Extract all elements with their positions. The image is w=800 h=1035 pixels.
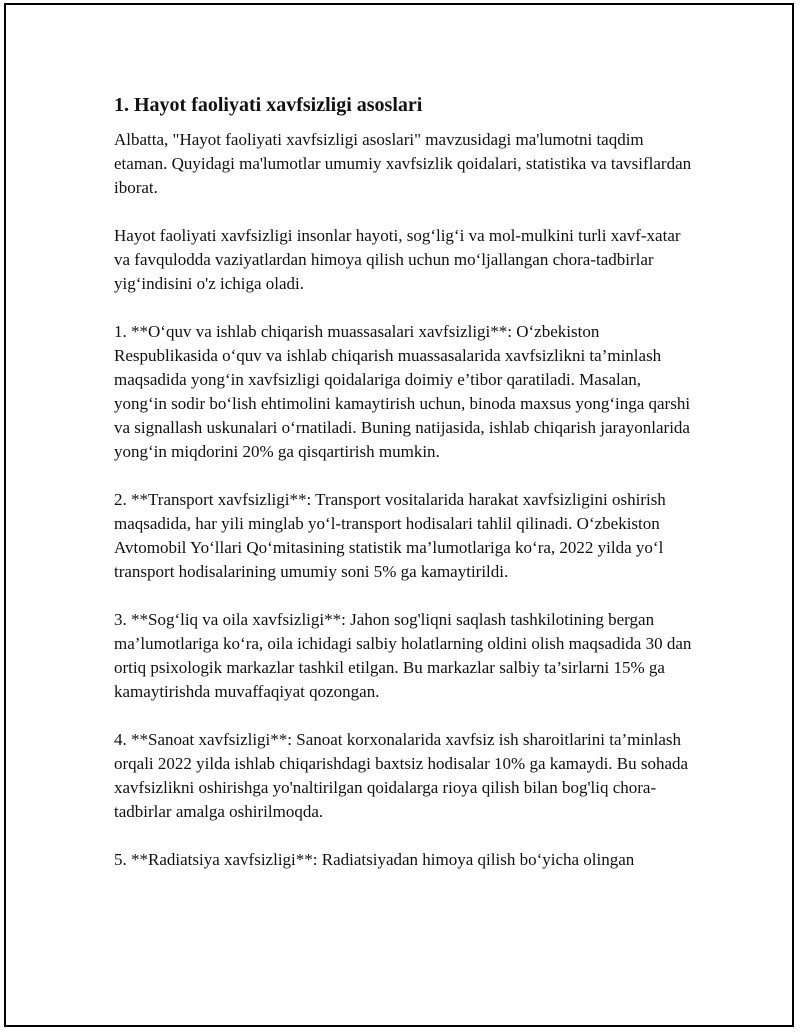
paragraph-item-5: 5. **Radiatsiya xavfsizligi**: Radiatsiyadan himoya qilish bo‘yicha olingan xyxy=(114,850,635,869)
paragraph-item-4: 4. **Sanoat xavfsizligi**: Sanoat korxonalarida xavfsiz ish sharoitlarini ta’minlash orqali 2022 yilda ishlab chiqarishdagi baxtsiz hodisalar 10% ga kamaydi. Bu sohada xavfsizlikni oshirishga yo'naltirilgan qoidalarga rioya qilish bilan bog'liq chora-tadbirlar amalga oshirilmoqda. xyxy=(114,730,689,821)
paragraph-definition: Hayot faoliyati xavfsizligi insonlar hayoti, sog‘lig‘i va mol-mulkini turli xavf-xatar va favqulodda vaziyatlardan himoya qilish uchun mo‘ljallangan chora-tadbirlar yig‘indisini o'z ichiga oladi. xyxy=(114,226,681,293)
document-title: 1. Hayot faoliyati xavfsizligi asoslari xyxy=(114,94,423,116)
document-body xyxy=(114,92,694,896)
paragraph-item-3: 3. **Sog‘liq va oila xavfsizligi**: Jahon sog'liqni saqlash tashkilotining bergan ma’lumotlariga ko‘ra, oila ichidagi salbiy holatlarning oldini olish maqsadida 30 dan ortiq psixologik markazlar tashkil etilgan. Bu markazlar salbiy ta’sirlarni 15% ga kamaytirishda muvaffaqiyat qozongan. xyxy=(114,610,692,701)
paragraph-intro: Albatta, "Hayot faoliyati xavfsizligi asoslari" mavzusidagi ma'lumotni taqdim etaman. Quyidagi ma'lumotlar umumiy xavfsizlik qoidalari, statistika va tavsiflardan iborat. xyxy=(114,130,692,197)
paragraph-item-1: 1. **O‘quv va ishlab chiqarish muassasalari xavfsizligi**: O‘zbekiston Respublikasida o‘quv va ishlab chiqarish muassasalarida xavfsizlikni ta’minlash maqsadida yong‘in xavfsizligi qoidalariga doimiy e’tibor qaratiladi. Masalan, yong‘in sodir bo‘lish ehtimolini kamaytirish uchun, binoda maxsus yong‘inga qarshi va signallash uskunalari o‘rnatiladi. Buning natijasida, ishlab chiqarish jarayonlarida yong‘in miqdorini 20% ga qisqartirish mumkin. xyxy=(114,322,691,461)
paragraph-item-2: 2. **Transport xavfsizligi**: Transport vositalarida harakat xavfsizligini oshirish maqsadida, har yili minglab yo‘l-transport hodisalari tahlil qilinadi. O‘zbekiston Avtomobil Yo‘llari Qo‘mitasining statistik ma’lumotlariga ko‘ra, 2022 yilda yo‘l transport hodisalarining umumiy soni 5% ga kamaytirildi. xyxy=(114,490,666,581)
